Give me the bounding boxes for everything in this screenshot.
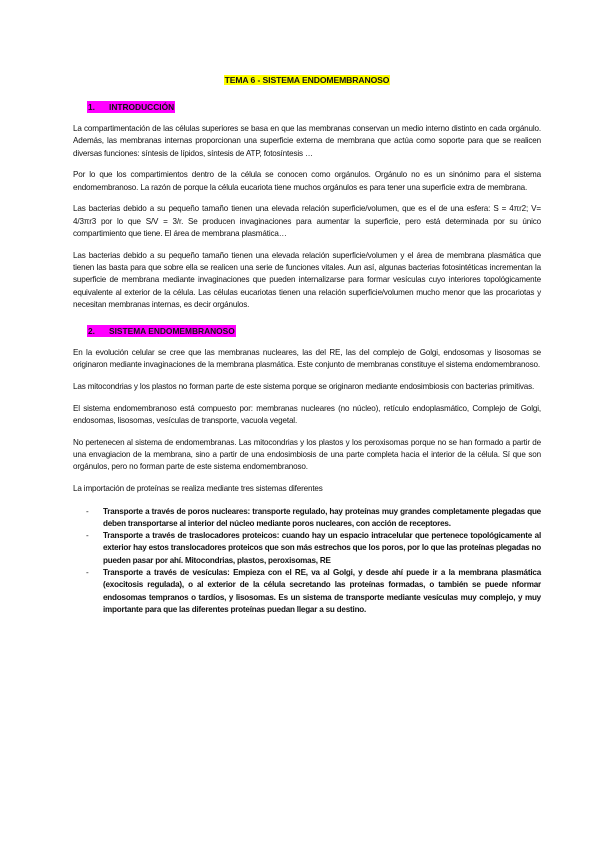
paragraph: La importación de proteínas se realiza mediante tres sistemas diferentes (73, 484, 323, 494)
section-heading-highlight (87, 325, 236, 337)
section-title: INTRODUCCIÓN (109, 102, 175, 112)
document-title: TEMA 6 - SISTEMA ENDOMEMBRANOSO (224, 75, 390, 85)
list-item-text: Transporte a través de traslocadores proteicos: cuando hay un espacio intracelular que pertenece topológicamente al exterior hay estos translocadores proteicos que son más estrechos que los poros, por lo que las proteínas plegadas no pueden pasar por ahí. Mitocondrias, plastos, peroxisomas, RE (103, 531, 541, 565)
bullet-dash-icon: - (86, 568, 89, 578)
bullet-list (73, 506, 541, 617)
title-row (73, 70, 541, 88)
document-page (73, 70, 541, 616)
paragraph: Las bacterias debido a su pequeño tamaño tienen una elevada relación superficie/volumen y el área de membrana plasmática que tienen las basta para que sobre ella se realicen una serie de funciones vitales. Aun así, algunas bacterias fotosintéticas incrementan la superficie de membrana mediante invaginaciones que pueden internalizarse para formar vesículas cuyo interiores topológicamente equivalente al exterior de la célula. Las células eucariotas tienen una relación superficie/volumen mucho menor que las procariotas y necesitan membranas internas, es decir orgánulos. (73, 250, 541, 310)
paragraph: Por lo que los compartimientos dentro de la célula se conocen como orgánulos. Orgánulo no es un sinónimo para el sistema endomembranoso. La razón de porque la célula eucariota tiene muchos orgánulos es para tener una superficie extra de membrana. (73, 170, 541, 192)
bullet-dash-icon: - (86, 506, 89, 516)
list-item-text: Transporte a través de vesículas: Empieza con el RE, va al Golgi, y desde ahí puede ir a la membrana plasmática (exocitosis regulada), o al exterior de la célula secretando las proteínas formadas, o también se puede nformar endosomas tempranos o tardíos, y lisosomas. Es un sistema de transporte mediante vesículas muy complejo, y muy importante para que las diferentes proteínas puedan llegar a su destino. (103, 568, 541, 614)
list-item (73, 506, 541, 531)
list-item (73, 567, 541, 616)
paragraph: Las bacterias debido a su pequeño tamaño tienen una elevada relación superficie/volumen, que es el de una esfera: S = 4πr2; V= 4/3πr3 por lo que S/V = 3/r. Se producen invaginaciones para aumentar la superficie, pero está determinada por su único compartimiento que tiene. El área de membrana plasmática… (73, 204, 541, 239)
section-number: 2. (88, 325, 95, 336)
section-heading-highlight (87, 101, 175, 113)
list-item-text: Transporte a través de poros nucleares: transporte regulado, hay proteínas muy grandes completamente plegadas que deben transportarse al interior del núcleo mediante poros nucleares, con acción de receptores. (103, 506, 541, 528)
section-heading-sistema-endomembranoso (87, 321, 541, 339)
paragraph: No pertenecen al sistema de endomembranas. Las mitocondrias y los plastos y los peroxisomas porque no se han formado a partir de una envagiacion de la membrana, sino a partir de una endosimbiosis de una parte completa hacia el interior de la célula. Sí que son orgánulos, pero no forman parte de este sistema endomembranoso. (73, 437, 541, 472)
section-title: SISTEMA ENDOMEMBRANOSO (109, 325, 235, 336)
bullet-dash-icon: - (86, 531, 89, 541)
paragraph: En la evolución celular se cree que las membranas nucleares, las del RE, las del complejo de Golgi, endosomas y lisosomas se originaron mediante invaginaciones de la membrana plasmática. Este conjunto de membranas constituye el sistema endomembranoso. (73, 347, 541, 370)
paragraph: El sistema endomembranoso está compuesto por: membranas nucleares (no núcleo), retículo endoplasmático, Complejo de Golgi, endosomas, lisosomas, vesículas de transporte, vacuola vegetal. (73, 403, 541, 426)
paragraph: La compartimentación de las células superiores se basa en que las membranas conservan un medio interno distinto en cada orgánulo. Además, las membranas internas proporcionan una superficie externa de membrana que actúa como soporte para que se realicen diversas funciones: síntesis de lípidos, síntesis de ATP, fotosíntesis … (73, 124, 541, 158)
list-item (73, 530, 541, 567)
paragraph: Las mitocondrias y los plastos no forman parte de este sistema porque se originaron mediante endosimbiosis con bacterias primitivas. (73, 381, 535, 391)
section-heading-introduccion (87, 97, 541, 115)
section-number: 1. (88, 102, 95, 112)
